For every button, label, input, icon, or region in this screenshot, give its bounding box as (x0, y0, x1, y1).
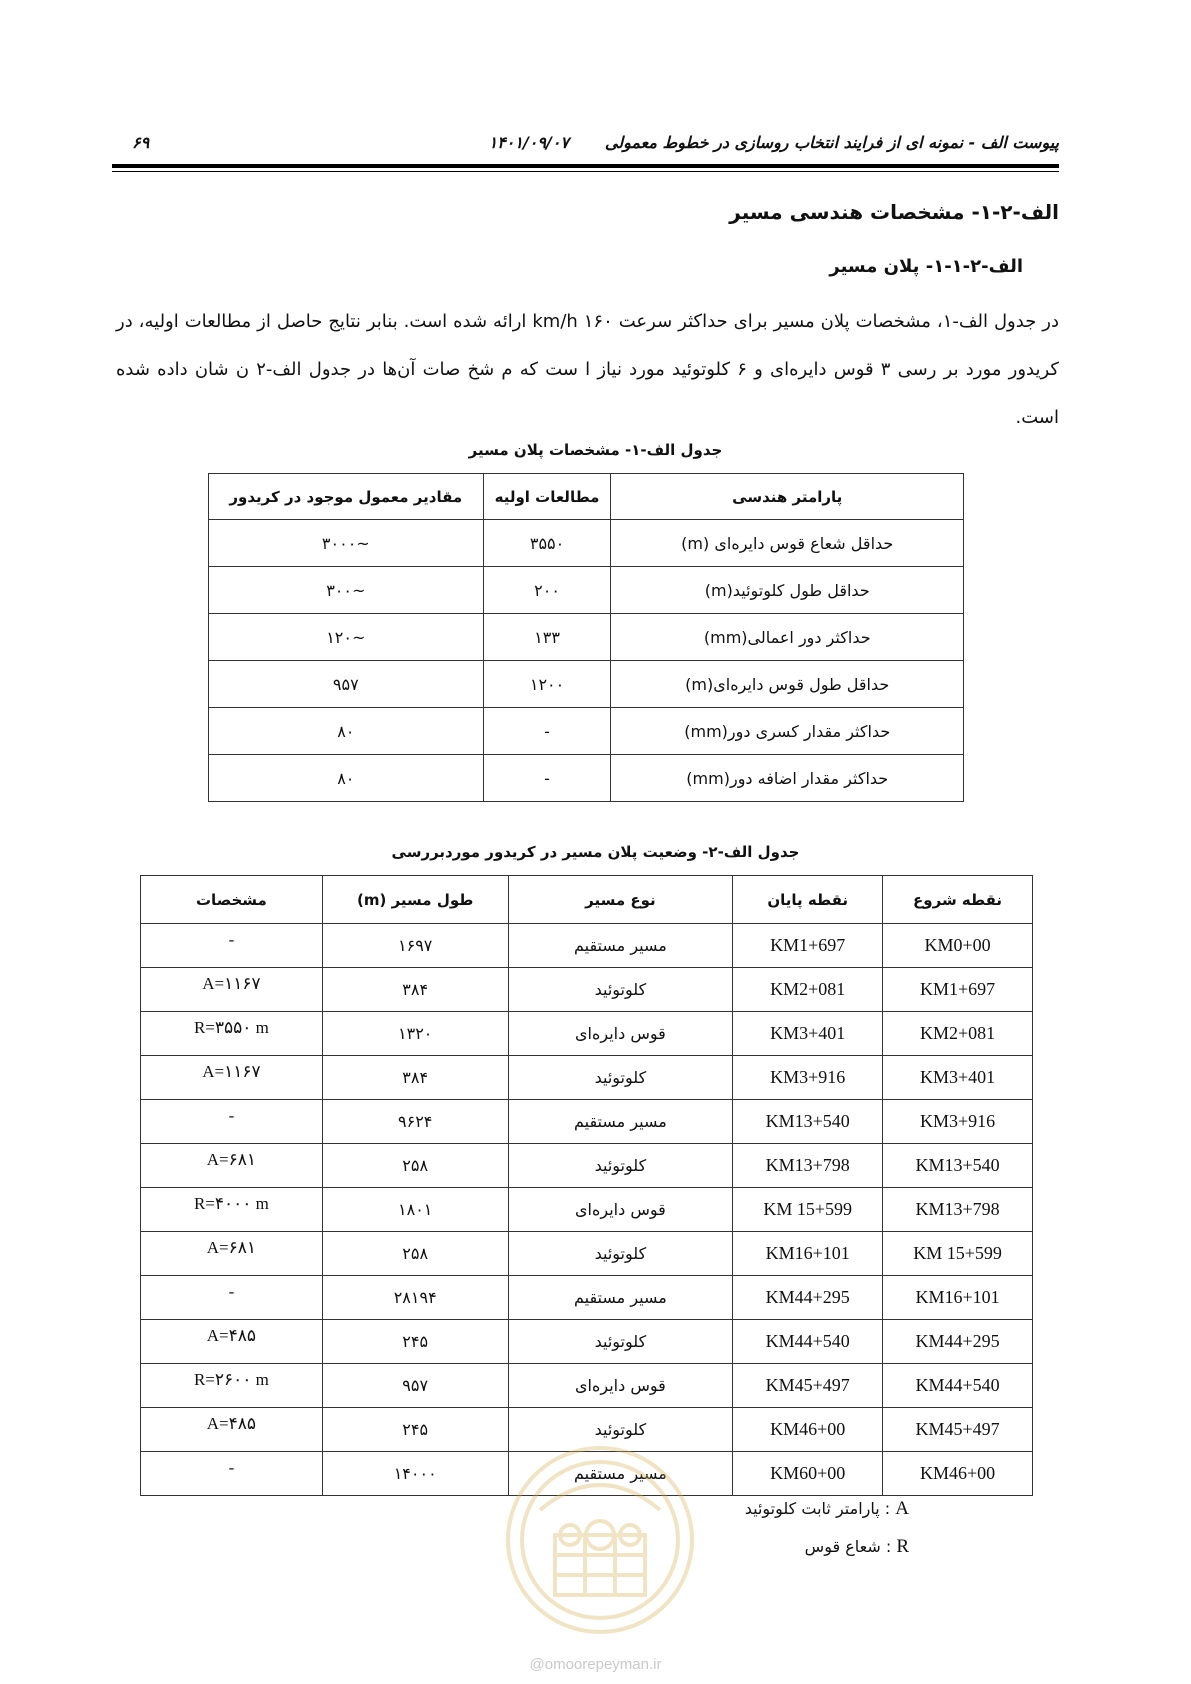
spec-cell: - (141, 1100, 323, 1144)
spec-cell: - (141, 1276, 323, 1320)
length-cell: ۱۴۰۰۰ (322, 1452, 508, 1496)
table-cell: ~۳۰۰ (209, 567, 484, 614)
table-row (141, 924, 1033, 968)
legend-note-a (745, 1498, 909, 1520)
route-type-cell: کلوتوئید (508, 1144, 733, 1188)
start-point-cell: KM1+697 (883, 968, 1033, 1012)
start-point-cell: KM2+081 (883, 1012, 1033, 1056)
start-point-cell: KM0+00 (883, 924, 1033, 968)
table-cell: ۲۰۰ (483, 567, 611, 614)
length-cell: ۱۳۲۰ (322, 1012, 508, 1056)
table-cell: ۸۰ (209, 755, 484, 802)
spec-cell: A=۴۸۵ (141, 1408, 323, 1452)
body-paragraph: در جدول الف-۱، مشخصات پلان مسیر برای حداکثر سرعت ۱۶۰ km/h ارائه شده است. بنابر نتایج حاصل از مطالعات اولیه، در کریدور مورد بر رسی ۳ قوس دایره‌ای و ۶ کلوتوئید مورد نیاز ا ست که م شخ صات آن‌ها در جدول الف-۲ ن شان داده شده است. (116, 311, 1059, 428)
start-point-cell: KM13+540 (883, 1144, 1033, 1188)
length-cell: ۲۸۱۹۴ (322, 1276, 508, 1320)
spec-cell: R=۲۶۰۰ m (141, 1364, 323, 1408)
table-cell: حداقل طول قوس دایره‌ای(m) (611, 661, 964, 708)
table-cell: ۳۵۵۰ (483, 520, 611, 567)
legend-symbol: R (896, 1536, 909, 1557)
header-cell: نقطه پایان (733, 876, 883, 924)
table-row (209, 567, 964, 614)
table-cell: - (483, 708, 611, 755)
start-point-cell: KM13+798 (883, 1188, 1033, 1232)
route-type-cell: مسیر مستقیم (508, 1452, 733, 1496)
start-point-cell: KM 15+599 (883, 1232, 1033, 1276)
route-type-cell: کلوتوئید (508, 1232, 733, 1276)
page-header (112, 126, 1059, 164)
end-point-cell: KM60+00 (733, 1452, 883, 1496)
table-row (141, 1188, 1033, 1232)
subsection-heading: الف-۲-۱-۱- پلان مسیر (829, 256, 1023, 277)
end-point-cell: KM13+540 (733, 1100, 883, 1144)
spec-cell: - (141, 1452, 323, 1496)
table-row (209, 708, 964, 755)
route-type-cell: مسیر مستقیم (508, 924, 733, 968)
route-type-cell: کلوتوئید (508, 1320, 733, 1364)
table-cell: حداکثر دور اعمالی(mm) (611, 614, 964, 661)
table2-caption: جدول الف-۲- وضعیت پلان مسیر در کریدور موردبررسی (391, 843, 800, 861)
end-point-cell: KM44+540 (733, 1320, 883, 1364)
start-point-cell: KM45+497 (883, 1408, 1033, 1452)
header-date: ۱۴۰۱/۰۹/۰۷ (488, 133, 569, 152)
end-point-cell: KM1+697 (733, 924, 883, 968)
length-cell: ۲۴۵ (322, 1408, 508, 1452)
page-number: ۶۹ (132, 133, 150, 152)
route-type-cell: کلوتوئید (508, 968, 733, 1012)
section-heading: الف-۲-۱- مشخصات هندسی مسیر (729, 200, 1059, 224)
table-row (141, 1144, 1033, 1188)
length-cell: ۲۴۵ (322, 1320, 508, 1364)
route-type-cell: کلوتوئید (508, 1056, 733, 1100)
route-plan-status-table (140, 875, 1033, 1496)
spec-cell: - (141, 924, 323, 968)
spec-cell: A=۶۸۱ (141, 1232, 323, 1276)
table-cell: ۱۲۰۰ (483, 661, 611, 708)
start-point-cell: KM3+916 (883, 1100, 1033, 1144)
table1-caption: جدول الف-۱- مشخصات پلان مسیر (468, 441, 723, 459)
route-type-cell: قوس دایره‌ای (508, 1364, 733, 1408)
start-point-cell: KM16+101 (883, 1276, 1033, 1320)
end-point-cell: KM2+081 (733, 968, 883, 1012)
end-point-cell: KM16+101 (733, 1232, 883, 1276)
table-row (141, 1100, 1033, 1144)
table-header-row (209, 474, 964, 520)
length-cell: ۲۵۸ (322, 1144, 508, 1188)
table-cell: - (483, 755, 611, 802)
table-row (141, 1232, 1033, 1276)
table-row (209, 520, 964, 567)
legend-text: : شعاع قوس (804, 1537, 892, 1556)
route-type-cell: قوس دایره‌ای (508, 1012, 733, 1056)
header-cell: پارامتر هندسی (611, 474, 964, 520)
seal-watermark-icon (500, 1440, 700, 1640)
route-type-cell: مسیر مستقیم (508, 1276, 733, 1320)
table-cell: حداقل شعاع قوس دایره‌ای (m) (611, 520, 964, 567)
spec-cell: A=۱۱۶۷ (141, 1056, 323, 1100)
header-cell: مقادیر معمول موجود در کریدور (209, 474, 484, 520)
table-cell: ~۱۲۰ (209, 614, 484, 661)
table-cell: حداقل طول کلوتوئید(m) (611, 567, 964, 614)
table-cell: حداکثر مقدار کسری دور(mm) (611, 708, 964, 755)
spec-cell: R=۴۰۰۰ m (141, 1188, 323, 1232)
route-type-cell: مسیر مستقیم (508, 1100, 733, 1144)
end-point-cell: KM 15+599 (733, 1188, 883, 1232)
table-row (141, 968, 1033, 1012)
length-cell: ۹۵۷ (322, 1364, 508, 1408)
spec-cell: R=۳۵۵۰ m (141, 1012, 323, 1056)
route-plan-spec-table (208, 473, 964, 802)
end-point-cell: KM3+401 (733, 1012, 883, 1056)
start-point-cell: KM46+00 (883, 1452, 1033, 1496)
start-point-cell: KM44+295 (883, 1320, 1033, 1364)
start-point-cell: KM44+540 (883, 1364, 1033, 1408)
header-cell: مشخصات (141, 876, 323, 924)
header-rule-thick (112, 164, 1059, 168)
table-cell: حداکثر مقدار اضافه دور(mm) (611, 755, 964, 802)
table-row (209, 755, 964, 802)
table-row (141, 1012, 1033, 1056)
table-header-row (141, 876, 1033, 924)
spec-cell: A=۶۸۱ (141, 1144, 323, 1188)
table-cell: ۹۵۷ (209, 661, 484, 708)
table-row (141, 1056, 1033, 1100)
length-cell: ۹۶۲۴ (322, 1100, 508, 1144)
end-point-cell: KM13+798 (733, 1144, 883, 1188)
end-point-cell: KM44+295 (733, 1276, 883, 1320)
table-row (141, 1276, 1033, 1320)
route-type-cell: کلوتوئید (508, 1408, 733, 1452)
header-cell: طول مسیر (m) (322, 876, 508, 924)
length-cell: ۱۶۹۷ (322, 924, 508, 968)
table-row (209, 661, 964, 708)
header-cell: نقطه شروع (883, 876, 1033, 924)
route-type-cell: قوس دایره‌ای (508, 1188, 733, 1232)
legend-note-r (805, 1536, 909, 1558)
header-cell: نوع مسیر (508, 876, 733, 924)
watermark-text: @omoorepeyman.ir (529, 1656, 662, 1673)
header-rule-thin (112, 171, 1059, 172)
spec-cell: A=۱۱۶۷ (141, 968, 323, 1012)
running-title: پیوست الف - نمونه ای از فرایند انتخاب روسازی در خطوط معمولی (604, 133, 1059, 152)
legend-text: : پارامتر ثابت کلوتوئید (744, 1499, 891, 1518)
table-row (141, 1364, 1033, 1408)
header-cell: مطالعات اولیه (483, 474, 611, 520)
legend-symbol: A (895, 1498, 909, 1519)
table-row (141, 1320, 1033, 1364)
length-cell: ۱۸۰۱ (322, 1188, 508, 1232)
end-point-cell: KM46+00 (733, 1408, 883, 1452)
end-point-cell: KM45+497 (733, 1364, 883, 1408)
table-cell: ۱۳۳ (483, 614, 611, 661)
start-point-cell: KM3+401 (883, 1056, 1033, 1100)
table-cell: ۸۰ (209, 708, 484, 755)
spec-cell: A=۴۸۵ (141, 1320, 323, 1364)
table-row (209, 614, 964, 661)
length-cell: ۳۸۴ (322, 1056, 508, 1100)
length-cell: ۳۸۴ (322, 968, 508, 1012)
end-point-cell: KM3+916 (733, 1056, 883, 1100)
table-cell: ~۳۰۰۰ (209, 520, 484, 567)
length-cell: ۲۵۸ (322, 1232, 508, 1276)
